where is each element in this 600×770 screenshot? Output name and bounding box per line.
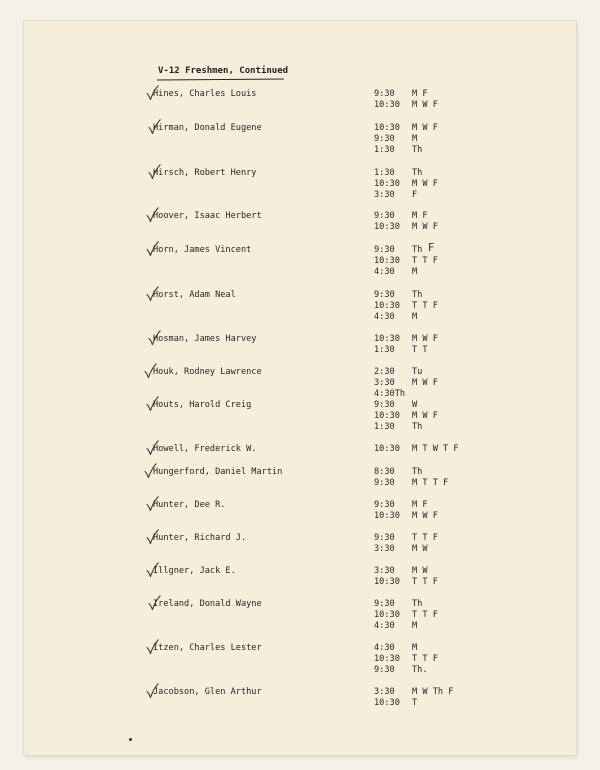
class-time: 9:30: [374, 533, 395, 543]
schedule-block: [374, 89, 438, 111]
schedule-row: [374, 334, 438, 345]
class-days: T: [412, 698, 418, 708]
schedule-row: [374, 89, 438, 100]
class-time: 10:30: [374, 301, 400, 311]
class-days: M W F: [412, 100, 438, 110]
schedule-row: [374, 168, 438, 179]
class-days: M W F: [412, 378, 438, 388]
schedule-block: [374, 334, 438, 356]
class-days: M W F: [412, 511, 438, 521]
schedule-row: [374, 478, 448, 489]
student-name: Howell, Frederick W.: [153, 444, 257, 454]
class-time: 4:30: [374, 621, 395, 631]
schedule-row: [374, 566, 438, 577]
student-name: Horn, James Vincent: [153, 245, 252, 255]
class-days: T T F: [412, 301, 438, 311]
class-time: 10:30: [374, 123, 400, 133]
class-time: 10:30: [374, 334, 400, 344]
class-days: M F: [412, 211, 428, 221]
class-time: 9:30: [374, 599, 395, 609]
student-name: Hosman, James Harvey: [153, 334, 257, 344]
schedule-row: [374, 190, 438, 201]
class-days: M W F: [412, 222, 438, 232]
class-days: M: [412, 267, 418, 277]
schedule-block: [374, 687, 453, 709]
schedule-row: [374, 654, 438, 665]
student-name: Jacobson, Glen Arthur: [153, 687, 262, 697]
schedule-row: [374, 222, 438, 233]
class-time: 4:30: [374, 267, 395, 277]
class-time: 10:30: [374, 610, 400, 620]
class-days: Th: [412, 599, 423, 609]
student-name: Hunter, Richard J.: [153, 533, 247, 543]
class-days: M: [412, 312, 418, 322]
class-days: T T F: [412, 256, 438, 266]
schedule-block: [374, 566, 438, 588]
class-time: 10:30: [374, 698, 400, 708]
class-days: M W F: [412, 334, 438, 344]
class-time: 9:30: [374, 400, 395, 410]
schedule-row: [374, 687, 453, 698]
class-days: M W: [412, 544, 428, 554]
class-days: T T: [412, 345, 428, 355]
schedule-row: [374, 500, 438, 511]
schedule-row: [374, 241, 438, 256]
class-days: T T F: [412, 654, 438, 664]
class-time: 9:30: [374, 478, 395, 488]
class-days: Tu: [412, 367, 423, 377]
class-days: Th: [412, 145, 423, 155]
schedule-row: [374, 367, 438, 378]
class-days: Th: [412, 290, 423, 300]
schedule-block: [374, 290, 438, 323]
class-time: 9:30: [374, 211, 395, 221]
class-days: M W F: [412, 179, 438, 189]
class-days: M: [412, 643, 418, 653]
class-days: W: [412, 400, 418, 410]
class-time: 4:30: [374, 643, 395, 653]
class-time: 10:30: [374, 511, 400, 521]
schedule-row: [374, 256, 438, 267]
class-days: Th: [412, 467, 423, 477]
class-time: 3:30: [374, 566, 395, 576]
class-time: 10:30: [374, 444, 400, 454]
student-name: Hunter, Dee R.: [153, 500, 226, 510]
class-time: 2:30: [374, 367, 395, 377]
schedule-row: [374, 511, 438, 522]
schedule-row: [374, 422, 438, 433]
page-title: V-12 Freshmen, Continued: [158, 66, 289, 76]
schedule-row: [374, 411, 438, 422]
schedule-row: [374, 400, 438, 411]
class-days: M W: [412, 566, 428, 576]
class-days: T T F: [412, 533, 438, 543]
class-time: 8:30: [374, 467, 395, 477]
class-days: Th: [412, 422, 423, 432]
schedule-row: [374, 378, 438, 389]
class-days: M F: [412, 500, 428, 510]
schedule-row: [374, 123, 438, 134]
schedule-row: [374, 467, 448, 478]
class-time: 10:30: [374, 179, 400, 189]
class-days: M W F: [412, 123, 438, 133]
class-time: 9:30: [374, 665, 395, 675]
schedule-row: [374, 698, 453, 709]
class-days: M T T F: [412, 478, 449, 488]
class-days: M W F: [412, 411, 438, 421]
schedule-row: [374, 665, 438, 676]
schedule-row: [374, 179, 438, 190]
student-name: Hirsch, Robert Henry: [153, 168, 257, 178]
class-time: 10:30: [374, 577, 400, 587]
schedule-row: [374, 267, 438, 278]
schedule-row: [374, 610, 438, 621]
class-time: 10:30: [374, 256, 400, 266]
schedule-row: [374, 444, 459, 455]
schedule-row: [374, 577, 438, 588]
schedule-row: [374, 544, 438, 555]
schedule-block: [374, 211, 438, 233]
class-time: 10:30: [374, 411, 400, 421]
class-time: 1:30: [374, 145, 395, 155]
student-name: Illgner, Jack E.: [153, 566, 236, 576]
student-name: Ireland, Donald Wayne: [153, 599, 262, 609]
schedule-block: [374, 500, 438, 522]
schedule-block: [374, 123, 438, 156]
schedule-block: [374, 599, 438, 632]
class-days: M F: [412, 89, 428, 99]
schedule-row: [374, 389, 438, 400]
class-time: 9:30: [374, 500, 395, 510]
schedule-row: [374, 301, 438, 312]
class-time: 9:30: [374, 245, 395, 255]
class-days: M T W T F: [412, 444, 459, 454]
class-time: 9:30: [374, 134, 395, 144]
class-time: 3:30: [374, 544, 395, 554]
schedule-block: [374, 241, 438, 278]
schedule-block: [374, 467, 448, 489]
class-days: F: [412, 190, 418, 200]
class-time: 3:30: [374, 190, 395, 200]
class-days: M: [412, 134, 418, 144]
class-days: T T F: [412, 577, 438, 587]
schedule-row: [374, 345, 438, 356]
schedule-row: [374, 145, 438, 156]
class-time: 1:30: [374, 168, 395, 178]
class-days: T T F: [412, 610, 438, 620]
student-name: Houts, Harold Creig: [153, 400, 252, 410]
schedule-row: [374, 643, 438, 654]
schedule-block: [374, 444, 459, 455]
schedule-row: [374, 134, 438, 145]
schedule-row: [374, 533, 438, 544]
class-days: M: [412, 621, 418, 631]
student-name: Houk, Rodney Lawrence: [153, 367, 262, 377]
class-time: 1:30: [374, 422, 395, 432]
class-time: 9:30: [374, 290, 395, 300]
student-name: Hungerford, Daniel Martin: [153, 467, 283, 477]
schedule-row: [374, 290, 438, 301]
class-time: 4:30: [374, 312, 395, 322]
schedule-block: [374, 533, 438, 555]
paper-speck: [129, 738, 132, 741]
student-name: Itzen, Charles Lester: [153, 643, 262, 653]
class-time: 3:30: [374, 687, 395, 697]
schedule-row: [374, 211, 438, 222]
schedule-row: [374, 599, 438, 610]
student-name: Horst, Adam Neal: [153, 290, 236, 300]
schedule-row: [374, 312, 438, 323]
class-time: 10:30: [374, 100, 400, 110]
title-underline: [157, 79, 284, 81]
handwritten-note: F: [428, 241, 435, 254]
class-time: 4:30Th: [374, 389, 406, 399]
class-time: 10:30: [374, 654, 400, 664]
schedule-block: [374, 367, 438, 400]
class-days: Th: [412, 245, 423, 255]
student-name: Hoover, Isaac Herbert: [153, 211, 262, 221]
schedule-row: [374, 621, 438, 632]
student-name: Hines, Charles Louis: [153, 89, 257, 99]
class-days: M W Th F: [412, 687, 454, 697]
schedule-block: [374, 168, 438, 201]
class-time: 9:30: [374, 89, 395, 99]
schedule-row: [374, 100, 438, 111]
student-name: Hirman, Donald Eugene: [153, 123, 262, 133]
class-time: 3:30: [374, 378, 395, 388]
class-time: 10:30: [374, 222, 400, 232]
schedule-block: [374, 400, 438, 433]
schedule-block: [374, 643, 438, 676]
class-days: Th: [412, 168, 423, 178]
class-days: Th.: [412, 665, 428, 675]
class-time: 1:30: [374, 345, 395, 355]
